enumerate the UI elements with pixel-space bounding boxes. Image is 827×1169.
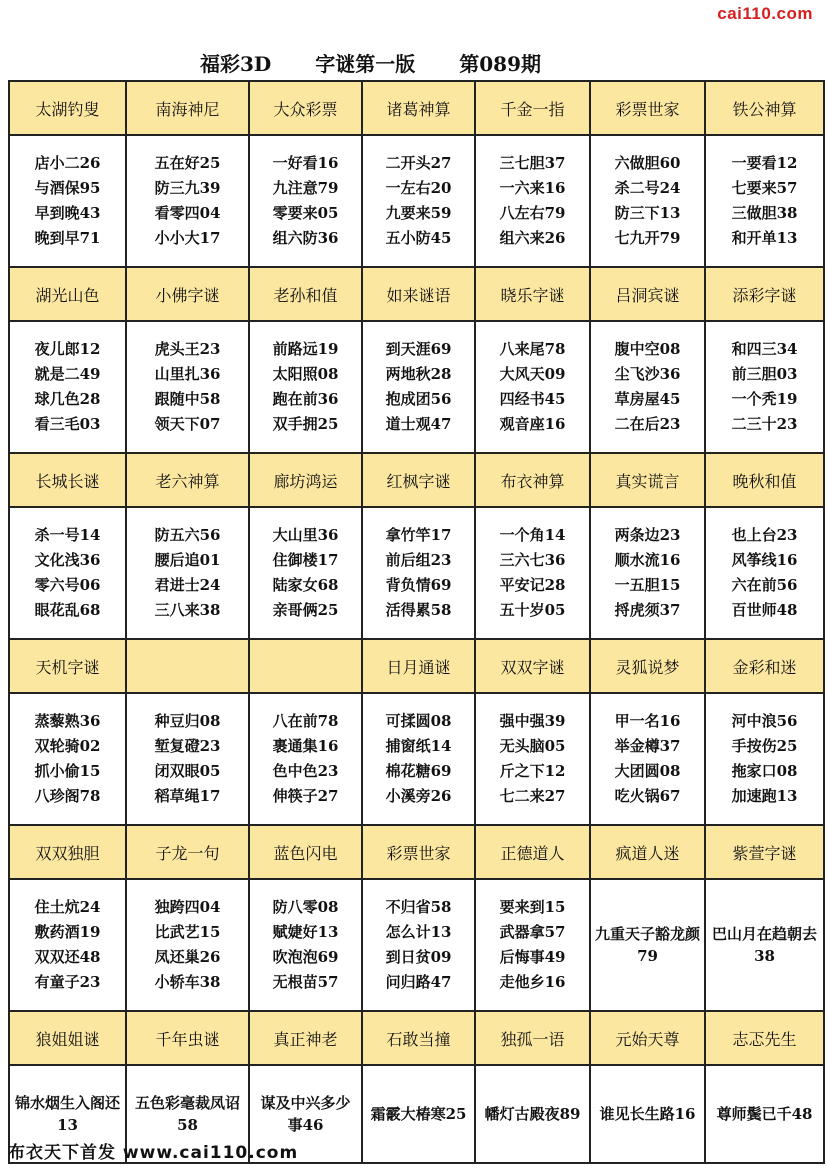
riddle-line: 三做胆38	[731, 204, 798, 222]
riddle-cell	[362, 693, 475, 825]
riddle-cell	[126, 507, 249, 639]
riddle-line: 到天涯69	[385, 340, 452, 358]
riddle-line: 三七胆37	[499, 154, 566, 172]
title-edition: 字谜第一版	[315, 52, 416, 76]
column-header: 吕洞宾谜	[590, 267, 705, 321]
riddle-line: 观音座16	[499, 415, 566, 433]
riddle-line: 手按伤25	[731, 737, 798, 755]
header-row	[9, 639, 824, 693]
riddle-line: 顺水流16	[614, 551, 681, 569]
column-header: 日月通谜	[362, 639, 475, 693]
riddle-line: 敷药酒19	[34, 923, 101, 941]
riddle-line: 两地秋28	[385, 365, 452, 383]
riddle-line: 双轮骑02	[34, 737, 101, 755]
riddle-cell	[362, 1065, 475, 1163]
column-header: 如来谜语	[362, 267, 475, 321]
riddle-line: 七二来27	[499, 787, 566, 805]
riddle-line: 小轿车38	[154, 973, 221, 991]
riddle-line: 文化浅36	[34, 551, 101, 569]
header-row	[9, 825, 824, 879]
riddle-line: 组六来26	[499, 229, 566, 247]
riddle-line: 五色彩毫裁凤诏58	[134, 1094, 240, 1134]
riddle-line: 抱成团56	[385, 390, 452, 408]
riddle-line: 一六来16	[499, 179, 566, 197]
riddle-line: 四经书45	[499, 390, 566, 408]
riddle-line: 虎头王23	[154, 340, 221, 358]
column-header: 蓝色闪电	[249, 825, 362, 879]
riddle-line: 八珍阁78	[34, 787, 101, 805]
riddle-cell	[590, 321, 705, 453]
riddle-cell	[249, 507, 362, 639]
column-header: 铁公神算	[705, 81, 824, 135]
riddle-line: 和开单13	[731, 229, 798, 247]
riddle-line: 棉花糖69	[385, 762, 452, 780]
riddle-line: 住土炕24	[34, 898, 101, 916]
column-header: 彩票世家	[362, 825, 475, 879]
column-header: 红枫字谜	[362, 453, 475, 507]
riddle-line: 谁见长生路16	[599, 1105, 696, 1123]
column-header: 紫萱字谜	[705, 825, 824, 879]
riddle-cell	[249, 135, 362, 267]
riddle-line: 六做胆60	[614, 154, 681, 172]
riddle-cell	[705, 135, 824, 267]
riddle-line: 无头脑05	[499, 737, 566, 755]
riddle-line: 住御楼17	[272, 551, 339, 569]
riddle-line: 九注意79	[272, 179, 339, 197]
riddle-line: 稻草绳17	[154, 787, 221, 805]
column-header: 南海神尼	[126, 81, 249, 135]
column-header: 金彩和迷	[705, 639, 824, 693]
content-row	[9, 321, 824, 453]
riddle-cell	[475, 135, 590, 267]
riddle-cell	[9, 879, 126, 1011]
riddle-line: 零六号06	[34, 576, 101, 594]
riddle-line: 风筝线16	[731, 551, 798, 569]
riddle-line: 店小二26	[34, 154, 101, 172]
riddle-line: 君进士24	[154, 576, 221, 594]
riddle-line: 平安记28	[499, 576, 566, 594]
riddle-cell	[126, 879, 249, 1011]
riddle-line: 要来到15	[499, 898, 566, 916]
riddle-line: 防五六56	[154, 526, 221, 544]
riddle-line: 二开头27	[385, 154, 452, 172]
riddle-cell	[590, 879, 705, 1011]
column-header: 布衣神算	[475, 453, 590, 507]
riddle-line: 百世师48	[731, 601, 798, 619]
riddle-line: 色中色23	[272, 762, 339, 780]
riddle-line: 抓小偷15	[34, 762, 101, 780]
header-row	[9, 1011, 824, 1065]
riddle-line: 七要来57	[731, 179, 798, 197]
riddle-line: 闭双眼05	[154, 762, 221, 780]
riddle-cell	[590, 507, 705, 639]
riddle-line: 陆家女68	[272, 576, 339, 594]
riddle-line: 腰后追01	[154, 551, 221, 569]
riddle-line: 山里扎36	[154, 365, 221, 383]
column-header	[249, 639, 362, 693]
riddle-line: 背负情69	[385, 576, 452, 594]
column-header: 志忑先生	[705, 1011, 824, 1065]
riddle-cell	[249, 321, 362, 453]
page-title	[200, 48, 541, 77]
title-lottery: 福彩3D	[200, 52, 272, 76]
riddle-cell	[9, 507, 126, 639]
column-header: 灵狐说梦	[590, 639, 705, 693]
riddle-line: 球几色28	[34, 390, 101, 408]
riddle-cell	[475, 507, 590, 639]
riddle-line: 可揉圆08	[385, 712, 452, 730]
riddle-line: 眼花乱68	[34, 601, 101, 619]
riddle-cell	[362, 135, 475, 267]
riddle-line: 九要来59	[385, 204, 452, 222]
riddle-line: 捕窗纸14	[385, 737, 452, 755]
riddle-line: 六在前56	[731, 576, 798, 594]
riddle-line: 一要看12	[731, 154, 798, 172]
riddle-line: 就是二49	[34, 365, 101, 383]
riddle-line: 一左右20	[385, 179, 452, 197]
riddle-line: 防三下13	[614, 204, 681, 222]
riddle-line: 大风天09	[499, 365, 566, 383]
content-row	[9, 879, 824, 1011]
riddle-cell	[9, 321, 126, 453]
riddle-line: 跟随中58	[154, 390, 221, 408]
riddle-line: 一五胆15	[614, 576, 681, 594]
riddle-line: 防三九39	[154, 179, 221, 197]
riddle-cell	[705, 879, 824, 1011]
riddle-line: 捋虎须37	[614, 601, 681, 619]
riddle-line: 晚到早71	[34, 229, 101, 247]
riddle-line: 斤之下12	[499, 762, 566, 780]
column-header: 独孤一语	[475, 1011, 590, 1065]
riddle-cell	[9, 135, 126, 267]
content-row	[9, 693, 824, 825]
riddle-line: 河中浪56	[731, 712, 798, 730]
riddle-line: 腹中空08	[614, 340, 681, 358]
column-header: 长城长谜	[9, 453, 126, 507]
riddle-line: 大团圆08	[614, 762, 681, 780]
riddle-line: 五在好25	[154, 154, 221, 172]
riddle-line: 八左右79	[499, 204, 566, 222]
column-header: 添彩字谜	[705, 267, 824, 321]
riddle-line: 举金樽37	[614, 737, 681, 755]
riddle-cell	[590, 693, 705, 825]
column-header: 子龙一句	[126, 825, 249, 879]
riddle-line: 七九开79	[614, 229, 681, 247]
riddle-line: 八在前78	[272, 712, 339, 730]
column-header: 湖光山色	[9, 267, 126, 321]
riddle-grid	[8, 80, 825, 1164]
riddle-line: 幡灯古殿夜89	[484, 1105, 581, 1123]
content-row	[9, 507, 824, 639]
riddle-cell	[590, 1065, 705, 1163]
riddle-line: 二三十23	[731, 415, 798, 433]
column-header: 真正神老	[249, 1011, 362, 1065]
riddle-line: 强中强39	[499, 712, 566, 730]
header-row	[9, 81, 824, 135]
riddle-line: 看零四04	[154, 204, 221, 222]
riddle-cell	[126, 321, 249, 453]
riddle-line: 加速跑13	[731, 787, 798, 805]
riddle-line: 防八零08	[272, 898, 339, 916]
riddle-line: 五十岁05	[499, 601, 566, 619]
riddle-line: 也上台23	[731, 526, 798, 544]
column-header	[126, 639, 249, 693]
column-header: 真实谎言	[590, 453, 705, 507]
riddle-cell	[126, 135, 249, 267]
riddle-line: 前后组23	[385, 551, 452, 569]
riddle-line: 独跨四04	[154, 898, 221, 916]
column-header: 千年虫谜	[126, 1011, 249, 1065]
header-row	[9, 267, 824, 321]
column-header: 廊坊鸿运	[249, 453, 362, 507]
riddle-line: 太阳照08	[272, 365, 339, 383]
riddle-line: 吃火锅67	[614, 787, 681, 805]
riddle-line: 小溪旁26	[385, 787, 452, 805]
riddle-line: 杀一号14	[34, 526, 101, 544]
riddle-line: 凤还巢26	[154, 948, 221, 966]
riddle-cell	[705, 1065, 824, 1163]
riddle-line: 种豆归08	[154, 712, 221, 730]
riddle-line: 夜儿郎12	[34, 340, 101, 358]
riddle-line: 大山里36	[272, 526, 339, 544]
riddle-line: 赋婕好13	[272, 923, 339, 941]
riddle-line: 甲一名16	[614, 712, 681, 730]
riddle-line: 杀二号24	[614, 179, 681, 197]
riddle-line: 锦水烟生入阁还13	[14, 1094, 120, 1134]
riddle-line: 谋及中兴多少事46	[260, 1094, 351, 1134]
riddle-line: 武器拿57	[499, 923, 566, 941]
riddle-cell	[249, 879, 362, 1011]
column-header: 彩票世家	[590, 81, 705, 135]
column-header: 太湖钓叟	[9, 81, 126, 135]
column-header: 千金一指	[475, 81, 590, 135]
riddle-line: 领天下07	[154, 415, 221, 433]
riddle-line: 有童子23	[34, 973, 101, 991]
riddle-line: 怎么计13	[385, 923, 452, 941]
riddle-line: 蒸藜熟36	[34, 712, 101, 730]
riddle-cell	[590, 135, 705, 267]
riddle-line: 二在后23	[614, 415, 681, 433]
riddle-line: 零要来05	[272, 204, 339, 222]
riddle-line: 拿竹竿17	[385, 526, 452, 544]
riddle-line: 两条边23	[614, 526, 681, 544]
riddle-line: 吹泡泡69	[272, 948, 339, 966]
riddle-line: 尘飞沙36	[614, 365, 681, 383]
column-header: 诸葛神算	[362, 81, 475, 135]
riddle-line: 一个角14	[499, 526, 566, 544]
riddle-line: 堑复磴23	[154, 737, 221, 755]
column-header: 晓乐字谜	[475, 267, 590, 321]
riddle-cell	[362, 507, 475, 639]
title-issue: 第089期	[459, 52, 542, 76]
riddle-line: 与酒保95	[34, 179, 101, 197]
riddle-line: 小小大17	[154, 229, 221, 247]
riddle-cell	[705, 321, 824, 453]
riddle-line: 组六防36	[272, 229, 339, 247]
footer-credit: 布衣天下首发 www.cai110.com	[8, 1143, 299, 1163]
riddle-line: 尊师鬓已千48	[716, 1105, 813, 1123]
site-logo: cai110.com	[717, 4, 813, 23]
riddle-line: 问归路47	[385, 973, 452, 991]
riddle-line: 双手拥25	[272, 415, 339, 433]
riddle-line: 无根苗57	[272, 973, 339, 991]
riddle-line: 巴山月在趋朝去38	[711, 925, 817, 965]
riddle-line: 八来尾78	[499, 340, 566, 358]
riddle-cell	[475, 693, 590, 825]
column-header: 老六神算	[126, 453, 249, 507]
riddle-cell	[705, 507, 824, 639]
riddle-line: 三六七36	[499, 551, 566, 569]
riddle-line: 九重天子豁龙颜79	[595, 925, 701, 965]
riddle-cell	[475, 321, 590, 453]
column-header: 正德道人	[475, 825, 590, 879]
riddle-line: 双双还48	[34, 948, 101, 966]
riddle-line: 早到晚43	[34, 204, 101, 222]
column-header: 双双字谜	[475, 639, 590, 693]
header-row	[9, 453, 824, 507]
riddle-cell	[249, 693, 362, 825]
riddle-line: 三八来38	[154, 601, 221, 619]
riddle-cell	[9, 693, 126, 825]
column-header: 疯道人迷	[590, 825, 705, 879]
riddle-line: 五小防45	[385, 229, 452, 247]
column-header: 大众彩票	[249, 81, 362, 135]
riddle-line: 前三胆03	[731, 365, 798, 383]
riddle-cell	[475, 1065, 590, 1163]
riddle-line: 前路远19	[272, 340, 339, 358]
riddle-cell	[705, 693, 824, 825]
column-header: 元始天尊	[590, 1011, 705, 1065]
riddle-line: 跑在前36	[272, 390, 339, 408]
riddle-line: 比武艺15	[154, 923, 221, 941]
riddle-line: 活得累58	[385, 601, 452, 619]
riddle-line: 和四三34	[731, 340, 798, 358]
column-header: 天机字谜	[9, 639, 126, 693]
content-row	[9, 135, 824, 267]
riddle-line: 草房屋45	[614, 390, 681, 408]
riddle-line: 一个秃19	[731, 390, 798, 408]
column-header: 晚秋和值	[705, 453, 824, 507]
riddle-line: 不归省58	[385, 898, 452, 916]
column-header: 双双独胆	[9, 825, 126, 879]
riddle-line: 看三毛03	[34, 415, 101, 433]
riddle-line: 裹通集16	[272, 737, 339, 755]
riddle-cell	[126, 693, 249, 825]
riddle-line: 到日贫09	[385, 948, 452, 966]
column-header: 老孙和值	[249, 267, 362, 321]
riddle-line: 后悔事49	[499, 948, 566, 966]
riddle-line: 一好看16	[272, 154, 339, 172]
riddle-line: 走他乡16	[499, 973, 566, 991]
riddle-cell	[475, 879, 590, 1011]
column-header: 小佛字谜	[126, 267, 249, 321]
riddle-cell	[362, 321, 475, 453]
riddle-line: 道士观47	[385, 415, 452, 433]
column-header: 狼姐姐谜	[9, 1011, 126, 1065]
column-header: 石敢当撞	[362, 1011, 475, 1065]
riddle-line: 霜霰大椿寒25	[370, 1105, 467, 1123]
riddle-cell	[362, 879, 475, 1011]
riddle-line: 伸筷子27	[272, 787, 339, 805]
riddle-line: 拖家口08	[731, 762, 798, 780]
riddle-line: 亲哥俩25	[272, 601, 339, 619]
